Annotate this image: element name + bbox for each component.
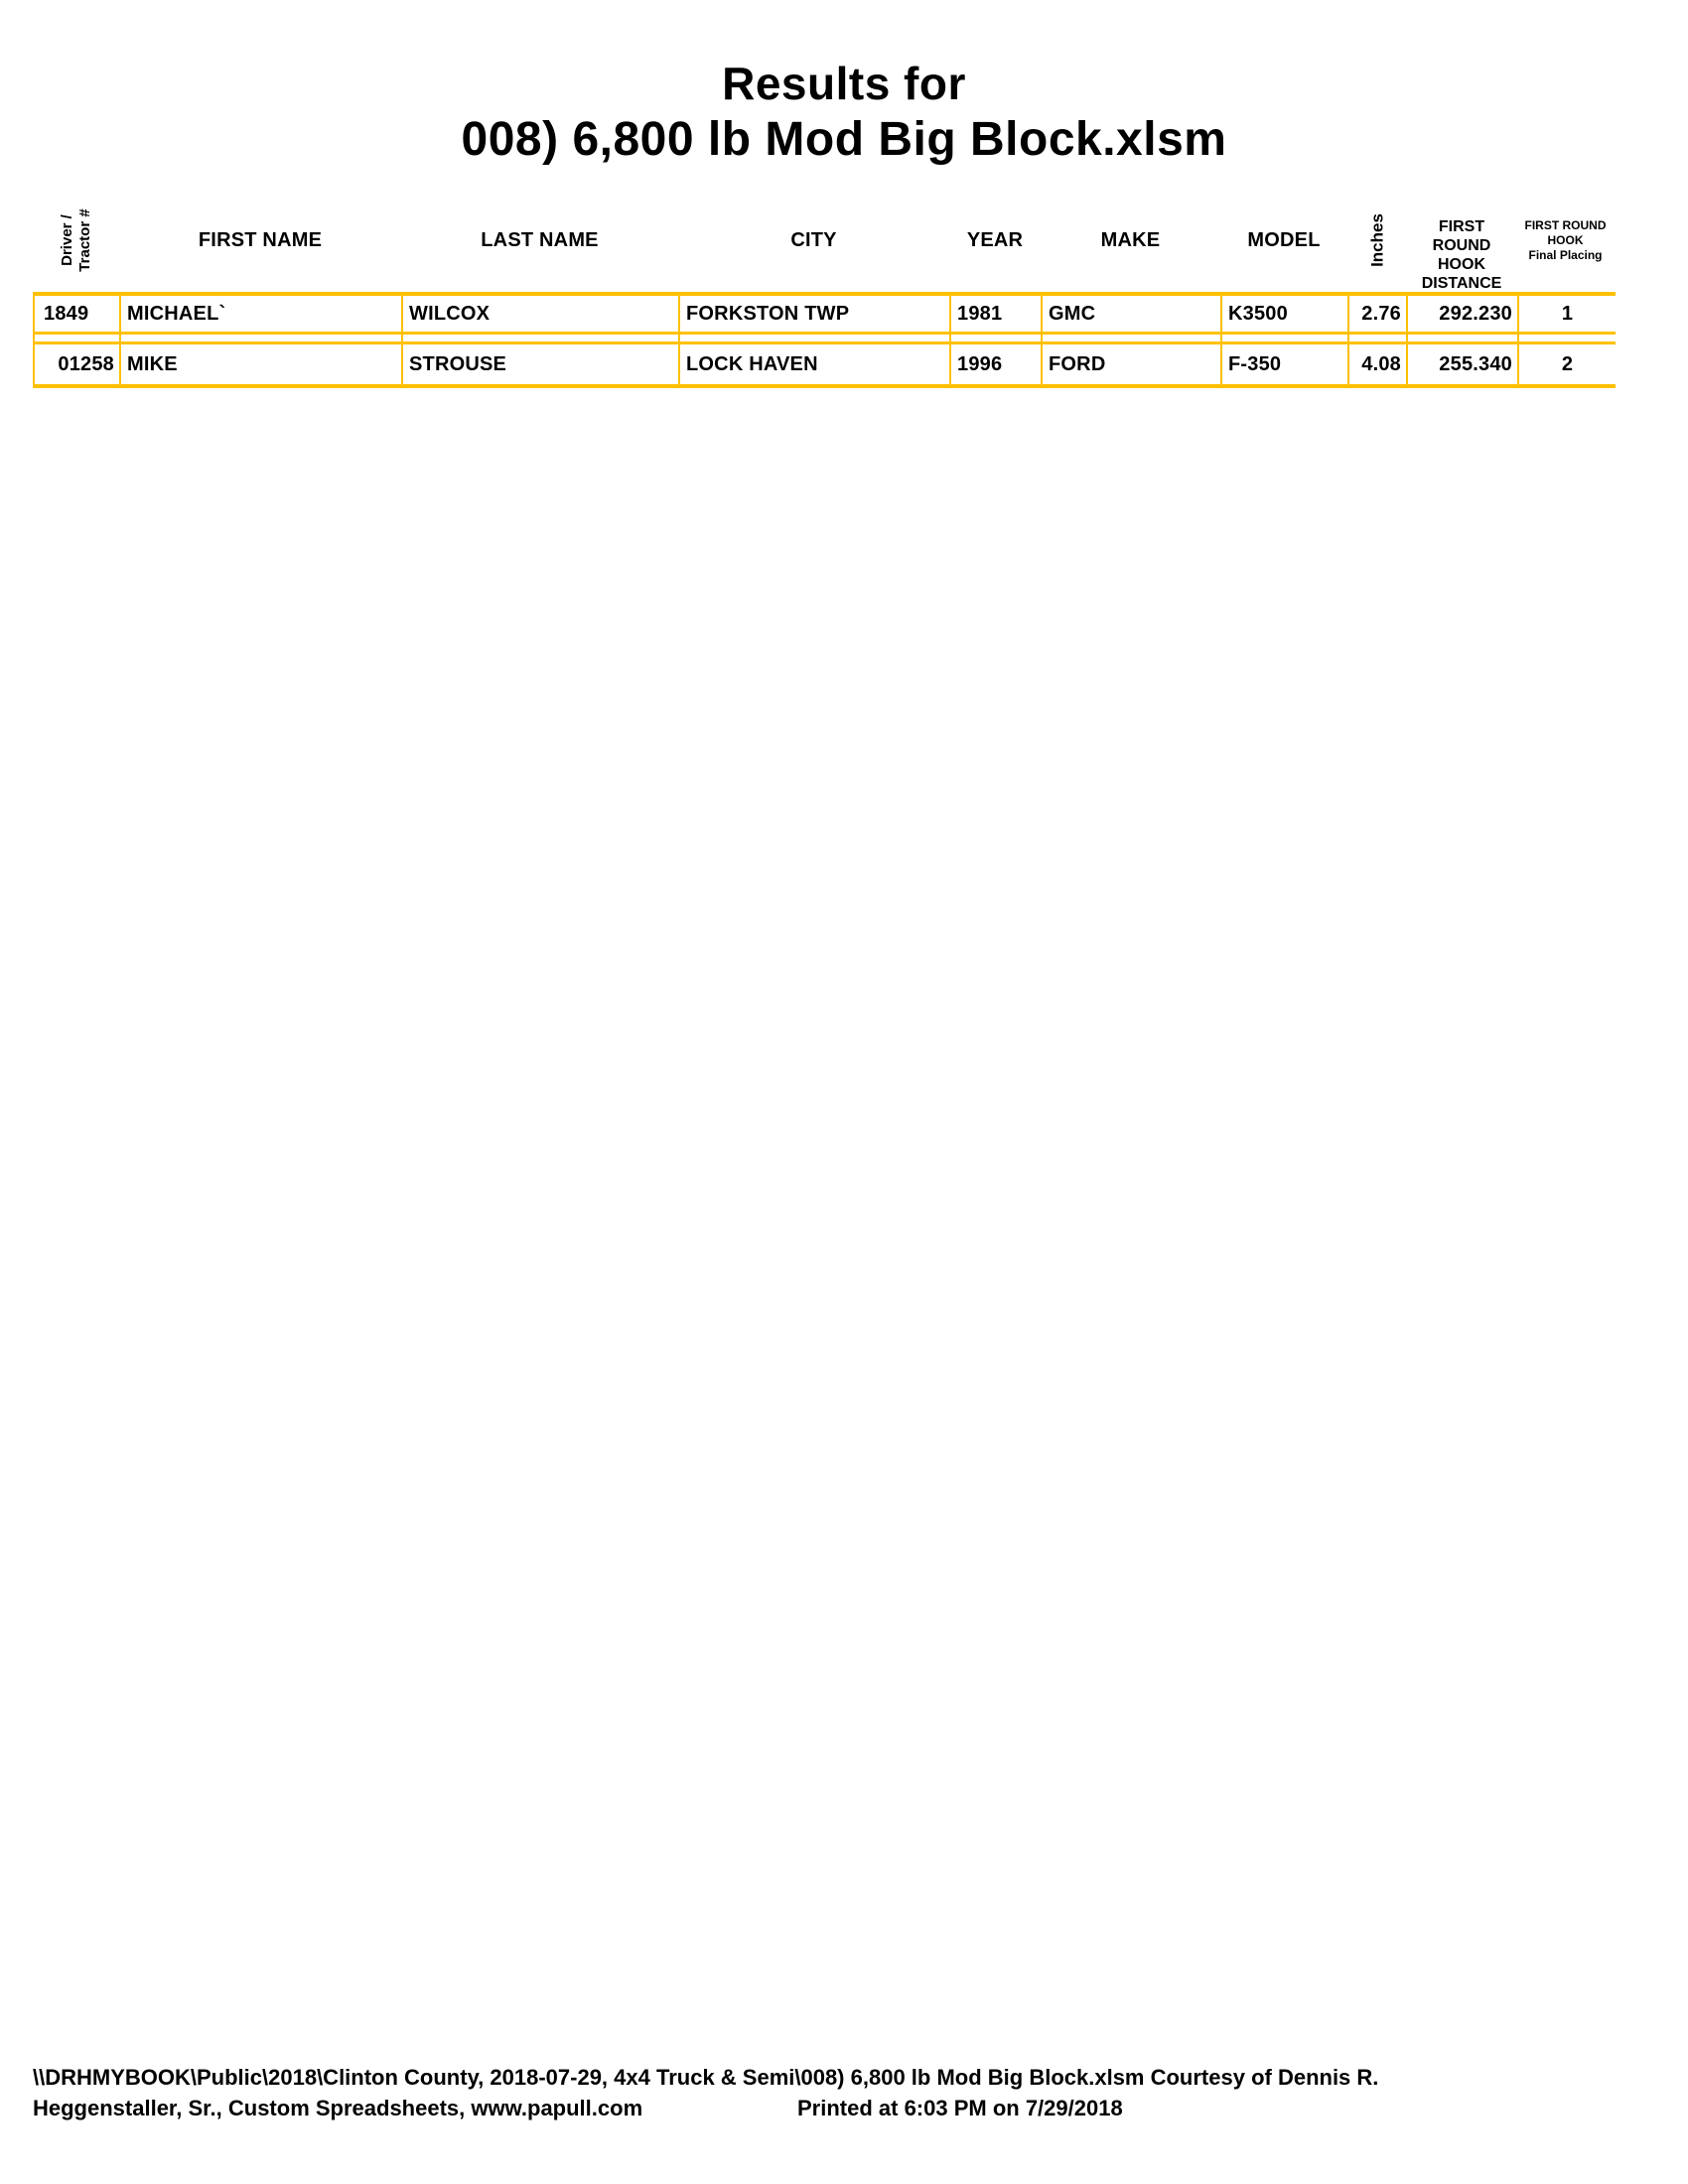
table-header-row bbox=[33, 187, 1614, 294]
cell-make: FORD bbox=[1043, 344, 1222, 384]
cell-final-placing: 1 bbox=[1561, 302, 1574, 325]
col-header-last-name: LAST NAME bbox=[481, 228, 599, 251]
cell-model: K3500 bbox=[1222, 296, 1349, 332]
cell-driver-number: 1849 bbox=[35, 296, 121, 332]
col-header-make: MAKE bbox=[1100, 228, 1161, 251]
footer-file-path: \\DRHMYBOOK\Public\2018\Clinton County, 2018-07-29, 4x4 Truck & Semi\008) 6,800 lb Mod Big Block.xlsm Courtesy of Dennis R. bbox=[33, 2065, 1379, 2090]
title-block bbox=[0, 58, 1688, 171]
cell-first-name: MICHAEL` bbox=[121, 296, 403, 332]
col-header-inches bbox=[1347, 187, 1406, 294]
cell-hook-distance: 255.340 bbox=[1408, 344, 1519, 384]
cell-first-name: MIKE bbox=[121, 344, 403, 384]
row-divider bbox=[33, 335, 1616, 341]
cell-model: F-350 bbox=[1222, 344, 1349, 384]
col-header-model: MODEL bbox=[1247, 228, 1321, 251]
cell-make: GMC bbox=[1043, 296, 1222, 332]
footer bbox=[33, 2063, 1661, 2123]
table-row bbox=[33, 341, 1616, 388]
footer-printed-timestamp: Printed at 6:03 PM on 7/29/2018 bbox=[797, 2096, 1123, 2120]
col-header-city: CITY bbox=[790, 228, 837, 251]
cell-city: LOCK HAVEN bbox=[680, 344, 951, 384]
cell-inches: 2.76 bbox=[1349, 296, 1408, 332]
col-header-first-name: FIRST NAME bbox=[198, 228, 323, 251]
inches-header-label: Inches bbox=[1367, 213, 1386, 267]
cell-last-name: STROUSE bbox=[403, 344, 680, 384]
col-header-final-placing: FIRST ROUND HOOK Final Placing bbox=[1524, 217, 1607, 262]
table-row bbox=[33, 292, 1616, 335]
page-subtitle-filename: 008) 6,800 lb Mod Big Block.xlsm bbox=[461, 113, 1227, 166]
cell-inches: 4.08 bbox=[1349, 344, 1408, 384]
driver-header-line2: Tractor # bbox=[75, 208, 93, 272]
cell-year: 1981 bbox=[951, 296, 1043, 332]
col-header-hook-distance: FIRST ROUND HOOK DISTANCE bbox=[1421, 218, 1502, 292]
footer-credit: Heggenstaller, Sr., Custom Spreadsheets, www.papull.com bbox=[33, 2096, 643, 2120]
cell-final-placing: 2 bbox=[1561, 352, 1574, 375]
page-title: Results for bbox=[722, 58, 966, 109]
cell-hook-distance: 292.230 bbox=[1408, 296, 1519, 332]
results-table bbox=[33, 292, 1616, 388]
cell-last-name: WILCOX bbox=[403, 296, 680, 332]
cell-year: 1996 bbox=[951, 344, 1043, 384]
cell-driver-number: 01258 bbox=[35, 344, 121, 384]
cell-city: FORKSTON TWP bbox=[680, 296, 951, 332]
driver-header-line1: Driver / bbox=[58, 214, 75, 266]
col-header-year: YEAR bbox=[966, 228, 1024, 251]
col-header-driver-tractor bbox=[33, 187, 119, 294]
